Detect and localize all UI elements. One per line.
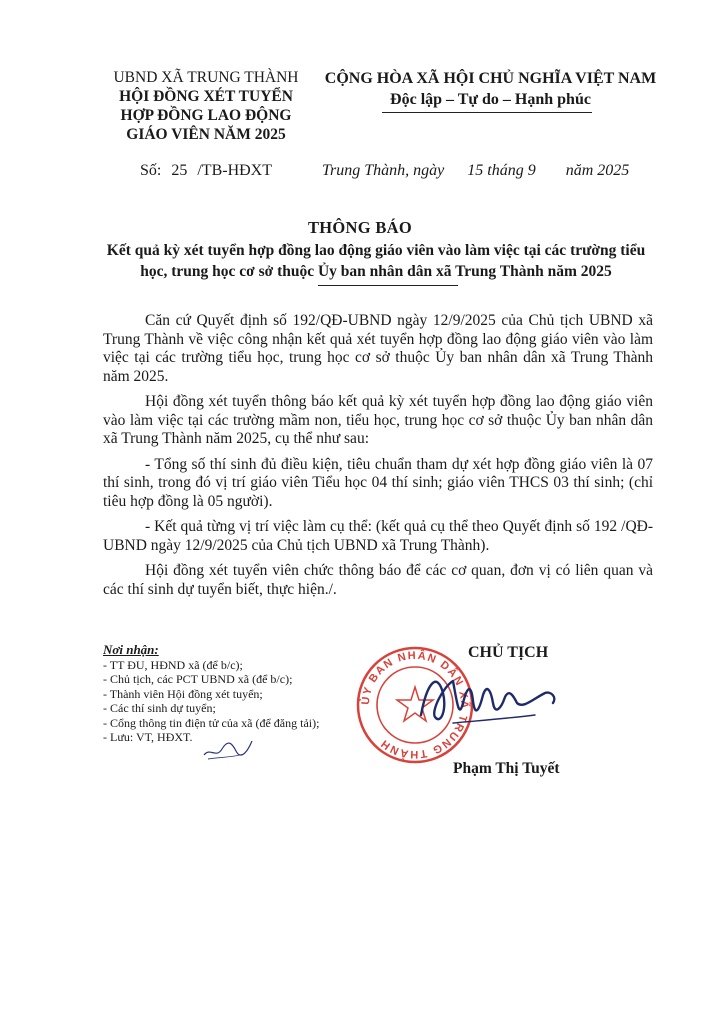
document-date xyxy=(322,162,629,180)
seal-text: ỦY BAN NHÂN DÂN XÃ TRUNG THÀNH xyxy=(359,649,471,761)
signer-position: CHỦ TỊCH xyxy=(468,644,549,661)
date-day-month: 15 tháng 9 xyxy=(467,162,536,179)
commune-name: UBND XÃ TRUNG THÀNH xyxy=(113,69,299,86)
paragraph-results: - Kết quả từng vị trí việc làm cụ thể: (kết quả cụ thể theo Quyết định số 192 /QĐ-UBND ngày 12/9/2025 của Chủ tịch UBND xã Trung Thành). xyxy=(103,518,653,554)
number-value: 25 xyxy=(171,162,188,179)
paragraph-basis: Căn cứ Quyết định số 192/QĐ-UBND ngày 12/9/2025 của Chủ tịch UBND xã Trung Thành về việc công nhận kết quả xét tuyển hợp đồng lao động giáo viên vào làm việc tại các trường tiểu học, trung học cơ sở thuộc Ủy ban nhân dân xã Trung Thành năm 2025. xyxy=(103,312,653,385)
board-name-line-2: HỢP ĐỒNG LAO ĐỘNG xyxy=(120,107,292,124)
chairman-signature xyxy=(413,663,563,743)
recipients-list xyxy=(103,643,373,745)
paragraph-closing: Hội đồng xét tuyển viên chức thông báo để các cơ quan, đơn vị có liên quan và các thí sinh dự tuyển biết, thực hiện./. xyxy=(103,562,653,598)
document-body xyxy=(103,312,653,606)
national-header xyxy=(318,68,663,110)
initial-signature xyxy=(200,733,255,763)
document-subtitle: Kết quả kỳ xét tuyển hợp đồng lao động giáo viên vào làm việc tại các trường tiểu học, trung học cơ sở thuộc Ủy ban nhân dân xã Trung Thành năm 2025 xyxy=(106,242,646,280)
board-name-line-1: HỘI ĐỒNG XÉT TUYỂN xyxy=(119,88,293,105)
issuing-authority xyxy=(95,68,317,144)
date-year: năm 2025 xyxy=(565,162,630,179)
recipient-item: - Cổng thông tin điện tử của xã (để đăng tải); xyxy=(103,715,320,730)
board-name-line-3: GIÁO VIÊN NĂM 2025 xyxy=(126,126,286,143)
paragraph-announcement: Hội đồng xét tuyển thông báo kết quả kỳ xét tuyển hợp đồng lao động giáo viên vào làm việc tại các trường mầm non, tiểu học, trung học cơ sở thuộc Ủy ban nhân dân xã Trung Thành năm 2025, cụ thể như sau: xyxy=(103,393,653,447)
recipient-item: - TT ĐU, HĐND xã (để b/c); xyxy=(103,657,243,672)
recipient-item: - Lưu: VT, HĐXT. xyxy=(103,730,193,744)
recipient-item: - Các thí sinh dự tuyển; xyxy=(103,701,216,715)
document-number xyxy=(140,162,272,180)
motto-underline xyxy=(382,112,592,113)
number-prefix: Số: xyxy=(140,162,162,179)
number-suffix: /TB-HĐXT xyxy=(197,162,272,179)
recipient-item: - Chủ tịch, các PCT UBND xã (để b/c); xyxy=(103,672,293,686)
recipient-item: - Thành viên Hội đồng xét tuyển; xyxy=(103,686,263,701)
date-place: Trung Thành, ngày xyxy=(322,162,445,179)
national-motto: Độc lập – Tự do – Hạnh phúc xyxy=(390,91,591,108)
paragraph-candidates: - Tổng số thí sinh đủ điều kiện, tiêu chuẩn tham dự xét hợp đồng giáo viên là 07 thí sinh, trong đó vị trí giáo viên Tiểu học 04 thí sinh; giáo viên THCS 03 thí sinh; (chỉ tiêu hợp đồng là 05 người). xyxy=(103,455,653,510)
signer-name: Phạm Thị Tuyết xyxy=(453,760,560,777)
recipients-heading: Nơi nhận: xyxy=(103,642,159,657)
republic-name: CỘNG HÒA XÃ HỘI CHỦ NGHĨA VIỆT NAM xyxy=(324,70,657,87)
subtitle-underline xyxy=(318,285,458,286)
document-title: THÔNG BÁO xyxy=(307,218,412,237)
